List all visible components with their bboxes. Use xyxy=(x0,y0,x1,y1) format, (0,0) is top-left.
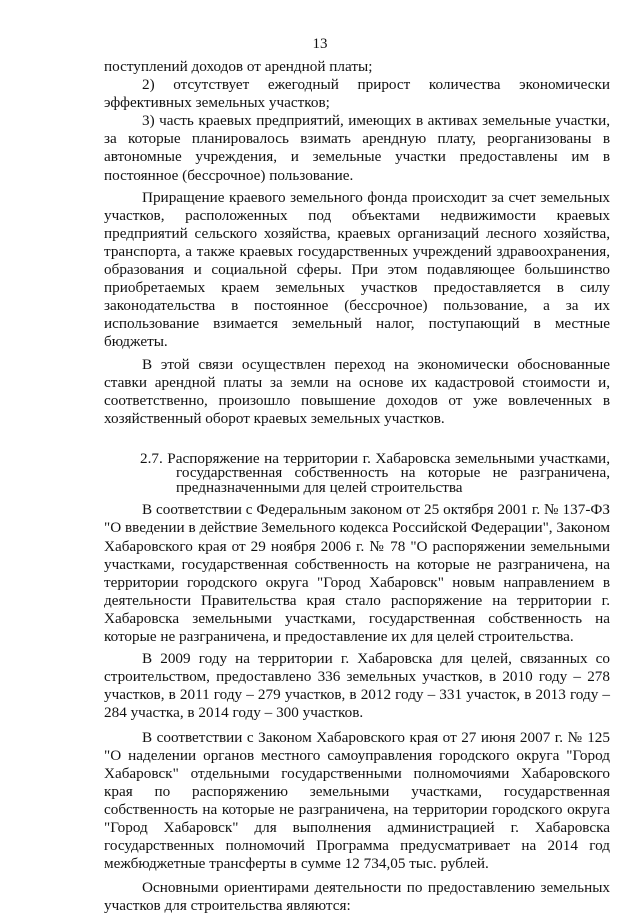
page-number: 13 xyxy=(312,36,328,52)
paragraph-item-3: 3) часть краевых предприятий, имеющих в активах земельные участки, за которые планировалось взимать арендную плату, реорганизованы в автономные учреждения, и земельные участки предоставлены им в постоянное (бессрочное) пользование. xyxy=(104,112,610,184)
paragraph-regional-law: В соответствии с Законом Хабаровского края от 27 июня 2007 г. № 125 "О наделении органов местного самоуправления городского округа "Город Хабаровск" отдельными государственными полномочиями Хабаровского края по распоряжению земельными участками, государственная собственность на которые не разграничена, на территории городского округа "Город Хабаровск" для выполнения администрацией г. Хабаровска государственных полномочий Программа предусматривает на 2014 год межбюджетные трансферты в сумме 12 734,05 тыс. рублей. xyxy=(104,728,610,873)
paragraph-plots-by-year: В 2009 году на территории г. Хабаровска для целей, связанных со строительством, предоставлено 336 земельных участков, в 2010 году – 278 участков, в 2011 году – 279 участков, в 2012 году – 331 участок, в 2013 году – 284 участка, в 2014 году – 300 участков. xyxy=(104,650,610,722)
paragraph-federal-law: В соответствии с Федеральным законом от 25 октября 2001 г. № 137-ФЗ "О введении в действие Земельного кодекса Российской Федерации", Законом Хабаровского края от 29 ноября 2006 г. № 78 "О распоряжении земельными участками, государственная собственность на которые не разграничена, на территории городского округа "Город Хабаровск" новым направлением в деятельности Правительства края стало распоряжение на территории г. Хабаровска земельными участками, государственная собственность на которые не разграничена, и предоставление их для целей строительства. xyxy=(104,501,610,646)
paragraph-rental-income: поступлений доходов от арендной платы; xyxy=(104,58,373,75)
paragraph-main-guidelines: Основными ориентирами деятельности по предоставлению земельных участков для строительства являются: xyxy=(104,879,610,915)
paragraph-rent-rates: В этой связи осуществлен переход на экономически обоснованные ставки арендной платы за земли на основе их кадастровой стоимости и, соответственно, произошло повышение доходов от уже вовлеченных в хозяйственный оборот краевых земельных участков. xyxy=(104,355,610,427)
paragraph-land-fund-growth: Приращение краевого земельного фонда происходит за счет земельных участков, расположенных под объектами недвижимости краевых предприятий сельского хозяйства, краевых организаций лесного хозяйства, транспорта, а также краевых государственных учреждений здравоохранения, образования и социальной сферы. При этом подавляющее большинство приобретаемых краем земельных участков предоставляется в силу законодательства в постоянное (бессрочное) пользование, а за их использование взимается земельный налог, поступающий в местные бюджеты. xyxy=(104,188,610,351)
paragraph-item-2: 2) отсутствует ежегодный прирост количества экономически эффективных земельных участков; xyxy=(104,76,610,112)
section-heading-2-7: 2.7. Распоряжение на территории г. Хабаровска земельными участками, государственная собственность на которые не разграничена, предназначенными для целей строительства xyxy=(140,449,610,496)
document-body xyxy=(104,58,610,915)
